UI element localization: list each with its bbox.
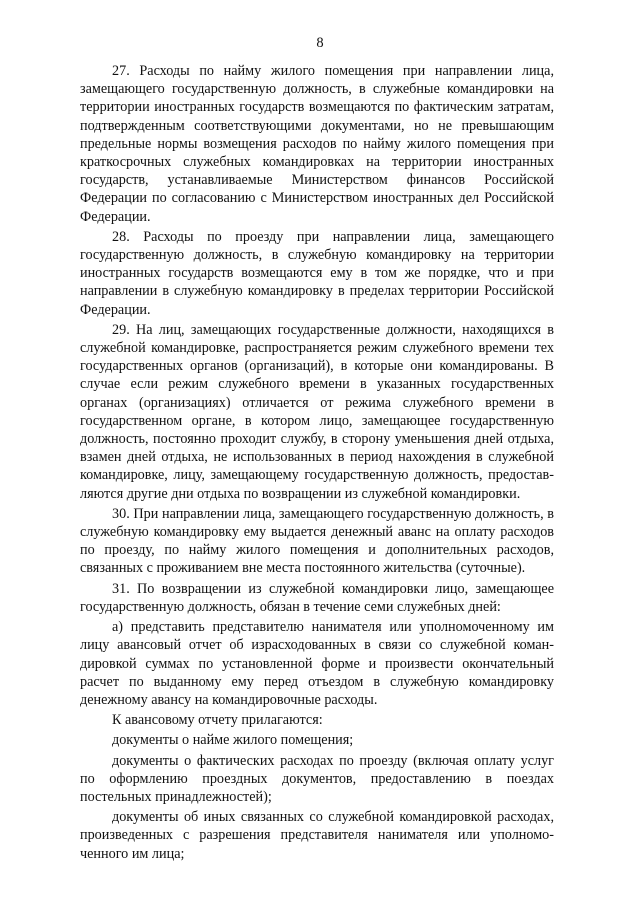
- paragraph-report-attachments: К авансовому отчету прилагаются:: [112, 712, 323, 729]
- paragraph-29: 29. На лиц, замещающих государственные должности, находящихся в служебной командировке, распространяется режим служебного времени тех государственных органов (организаций), в которые они командированы. В случае если режим служебного времени в указанных государственных органах (организациях) отличается от режима служебного времени в государственном органе, в котором лицо, замещающее государственную должность, постоянно проходит службу, в сторону уменьшения дней отдыха, взамен дней отдыха, не использованных в период нахождения в служебной командировке, лицу, замещающему государственную должность, предоставляются другие дни отдыха по возвращении из служебной командировки.: [80, 321, 554, 502]
- document-body: [80, 62, 554, 863]
- paragraph-other-expenses-documents: документы об иных связанных со служебной командировкой расходах, произведенных с разрешения представителя нанимателя или уполномоченного им лица;: [80, 809, 554, 862]
- paragraph-31: 31. По возвращении из служебной командировки лицо, замещающее государственную должность, обязан в течение семи служебных дней:: [80, 580, 554, 615]
- paragraph-28: 28. Расходы по проезду при направлении лица, замещающего государственную должность, в служебную командировку на территории иностранных государств возмещаются ему в том же порядке, что и при направлении в служебную командировку в пределах территории Российской Федерации.: [80, 228, 554, 318]
- paragraph-travel-documents: документы о фактических расходах по проезду (включая оплату услуг по оформлению проездных документов, предоставлению в поездах постельных принадлежностей);: [80, 752, 554, 805]
- paragraph-housing-documents: документы о найме жилого помещения;: [112, 732, 354, 749]
- paragraph-30: 30. При направлении лица, замещающего государственную должность, в служебную командировку ему выдается денежный аванс на оплату расходов по проезду, по найму жилого помещения и дополнительных расходов, связанных с проживанием вне места постоянного жительства (суточные).: [80, 505, 554, 577]
- paragraph-27: 27. Расходы по найму жилого помещения при направлении лица, замещающего государственную должность, в служебные командировки на территории иностранных государств возмещаются по фактическим затратам, подтвержденным соответствующими документами, но не превышающим предельные нормы возмещения расходов по найму жилого помещения при краткосрочных служебных командировках на территории иностранных государств, устанавливаемые Министерством финансов Российской Федерации по согласованию с Министерством иностранных дел Российской Федерации.: [80, 63, 554, 225]
- page-number: 8: [316, 35, 324, 51]
- paragraph-31-a: а) представить представителю нанимателя или уполномоченному им лицу авансовый отчет об израсходованных в связи со служебной командировкой суммах по установленной форме и произвести окончательный расчет по выданному ему перед отъездом в служебную командировку денежному авансу на командировочные расходы.: [80, 619, 554, 708]
